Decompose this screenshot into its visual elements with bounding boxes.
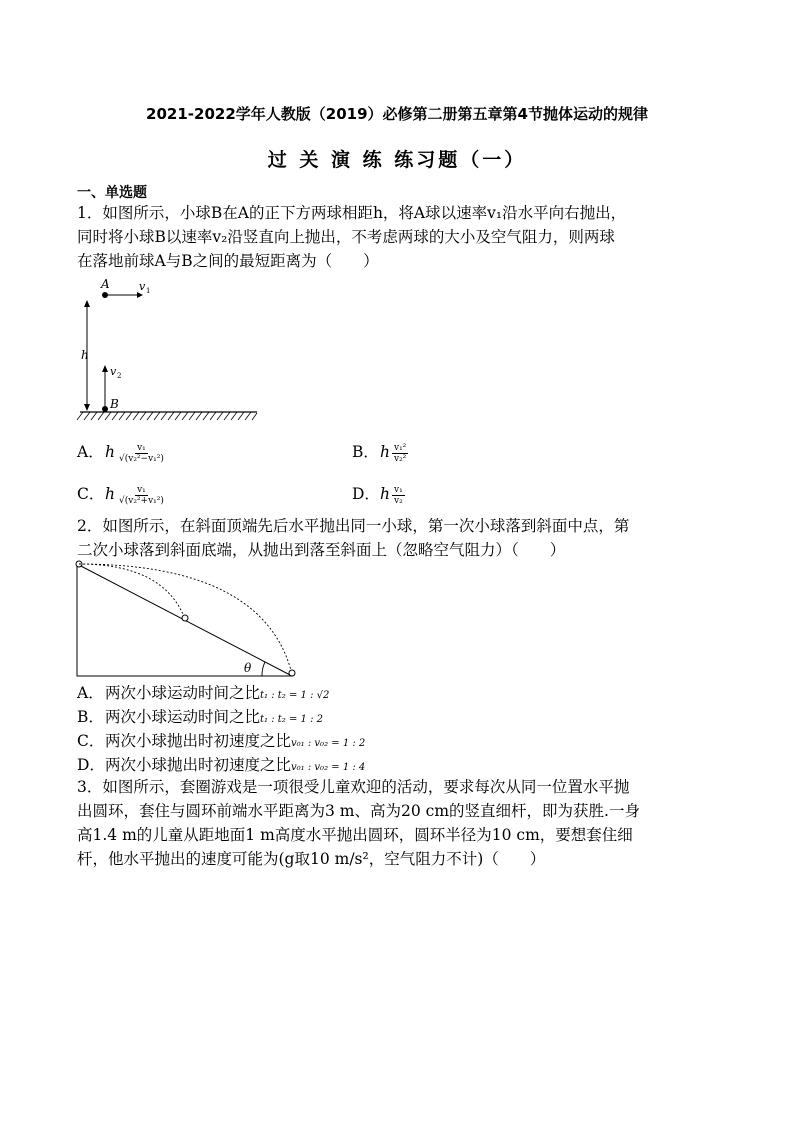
document-subtitle: 过 关 演 练 练习题（一）: [267, 149, 527, 171]
question-1-text: [77, 201, 739, 273]
question-1-line-3: 在落地前球A与B之间的最短距离为（ ）: [77, 252, 379, 270]
question-3-line-2: 出圆环，套住与圆环前端水平距离为3 m、高为20 cm的竖直细杆，即为获胜.一身: [77, 802, 640, 820]
q2-option-c[interactable]: C．两次小球抛出时初速度之比v₀₁ : v₀₂ = 1 : 2: [77, 732, 366, 750]
q1-option-a[interactable]: A．h $\frac{\text{v₁}}{\text{√(v₂²−v₁²)}}$: [77, 442, 164, 464]
q2-option-a[interactable]: A．两次小球运动时间之比t₁ : t₂ = 1 : √2: [77, 684, 330, 702]
label-v2: v: [110, 365, 117, 378]
label-h: h: [81, 348, 89, 362]
section-heading: 一、单选题: [77, 185, 147, 201]
label-v2-sub: 2: [117, 372, 122, 380]
label-v1: v: [139, 280, 146, 293]
label-theta: θ: [244, 661, 252, 675]
question-2-figure: [74, 560, 302, 682]
label-b: B: [110, 397, 119, 411]
question-2-line-2: 二次小球落到斜面底端，从抛出到落至斜面上（忽略空气阻力）（ ）: [77, 541, 566, 559]
label-v1-sub: 1: [146, 287, 151, 295]
question-3-text: [77, 775, 739, 871]
question-1-line-1: 1．如图所示，小球B在A的正下方两球相距h，将A球以速率v₁沿水平向右抛出，: [77, 204, 627, 222]
question-2-line-1: 2．如图所示，在斜面顶端先后水平抛出同一小球，第一次小球落到斜面中点，第: [77, 517, 630, 535]
document-title: 2021-2022学年人教版（2019）必修第二册第五章第4节抛体运动的规律: [146, 105, 648, 123]
question-3-line-1: 3．如图所示，套圈游戏是一项很受儿童欢迎的活动，要求每次从同一位置水平抛: [77, 778, 630, 796]
question-1-line-2: 同时将小球B以速率v₂沿竖直向上抛出，不考虑两球的大小及空气阻力，则两球: [77, 228, 615, 246]
question-3-line-3: 高1.4 m的儿童从距地面1 m高度水平抛出圆环，圆环半径为10 cm，要想套住细: [77, 826, 633, 844]
q2-option-b[interactable]: B．两次小球运动时间之比t₁ : t₂ = 1 : 2: [77, 708, 323, 726]
q1-option-d[interactable]: D．h $\frac{\text{v₁}}{\text{v₂}}$: [352, 484, 403, 506]
q2-option-d[interactable]: D．两次小球抛出时初速度之比v₀₁ : v₀₂ = 1 : 4: [77, 756, 366, 774]
question-3-line-4: 杆，他水平抛出的速度可能为(g取10 m/s²，空气阻力不计)（ ）: [77, 850, 546, 868]
q1-option-c[interactable]: C．h $\frac{\text{v₁}}{\text{√(v₂²+v₁²)}}$: [77, 484, 164, 506]
question-1-figure: [75, 276, 265, 426]
label-a: A: [101, 277, 110, 291]
question-2-text: [77, 514, 739, 562]
q1-option-b[interactable]: B．h $\frac{\text{v₁²}}{\text{v₂²}}$: [352, 442, 407, 464]
